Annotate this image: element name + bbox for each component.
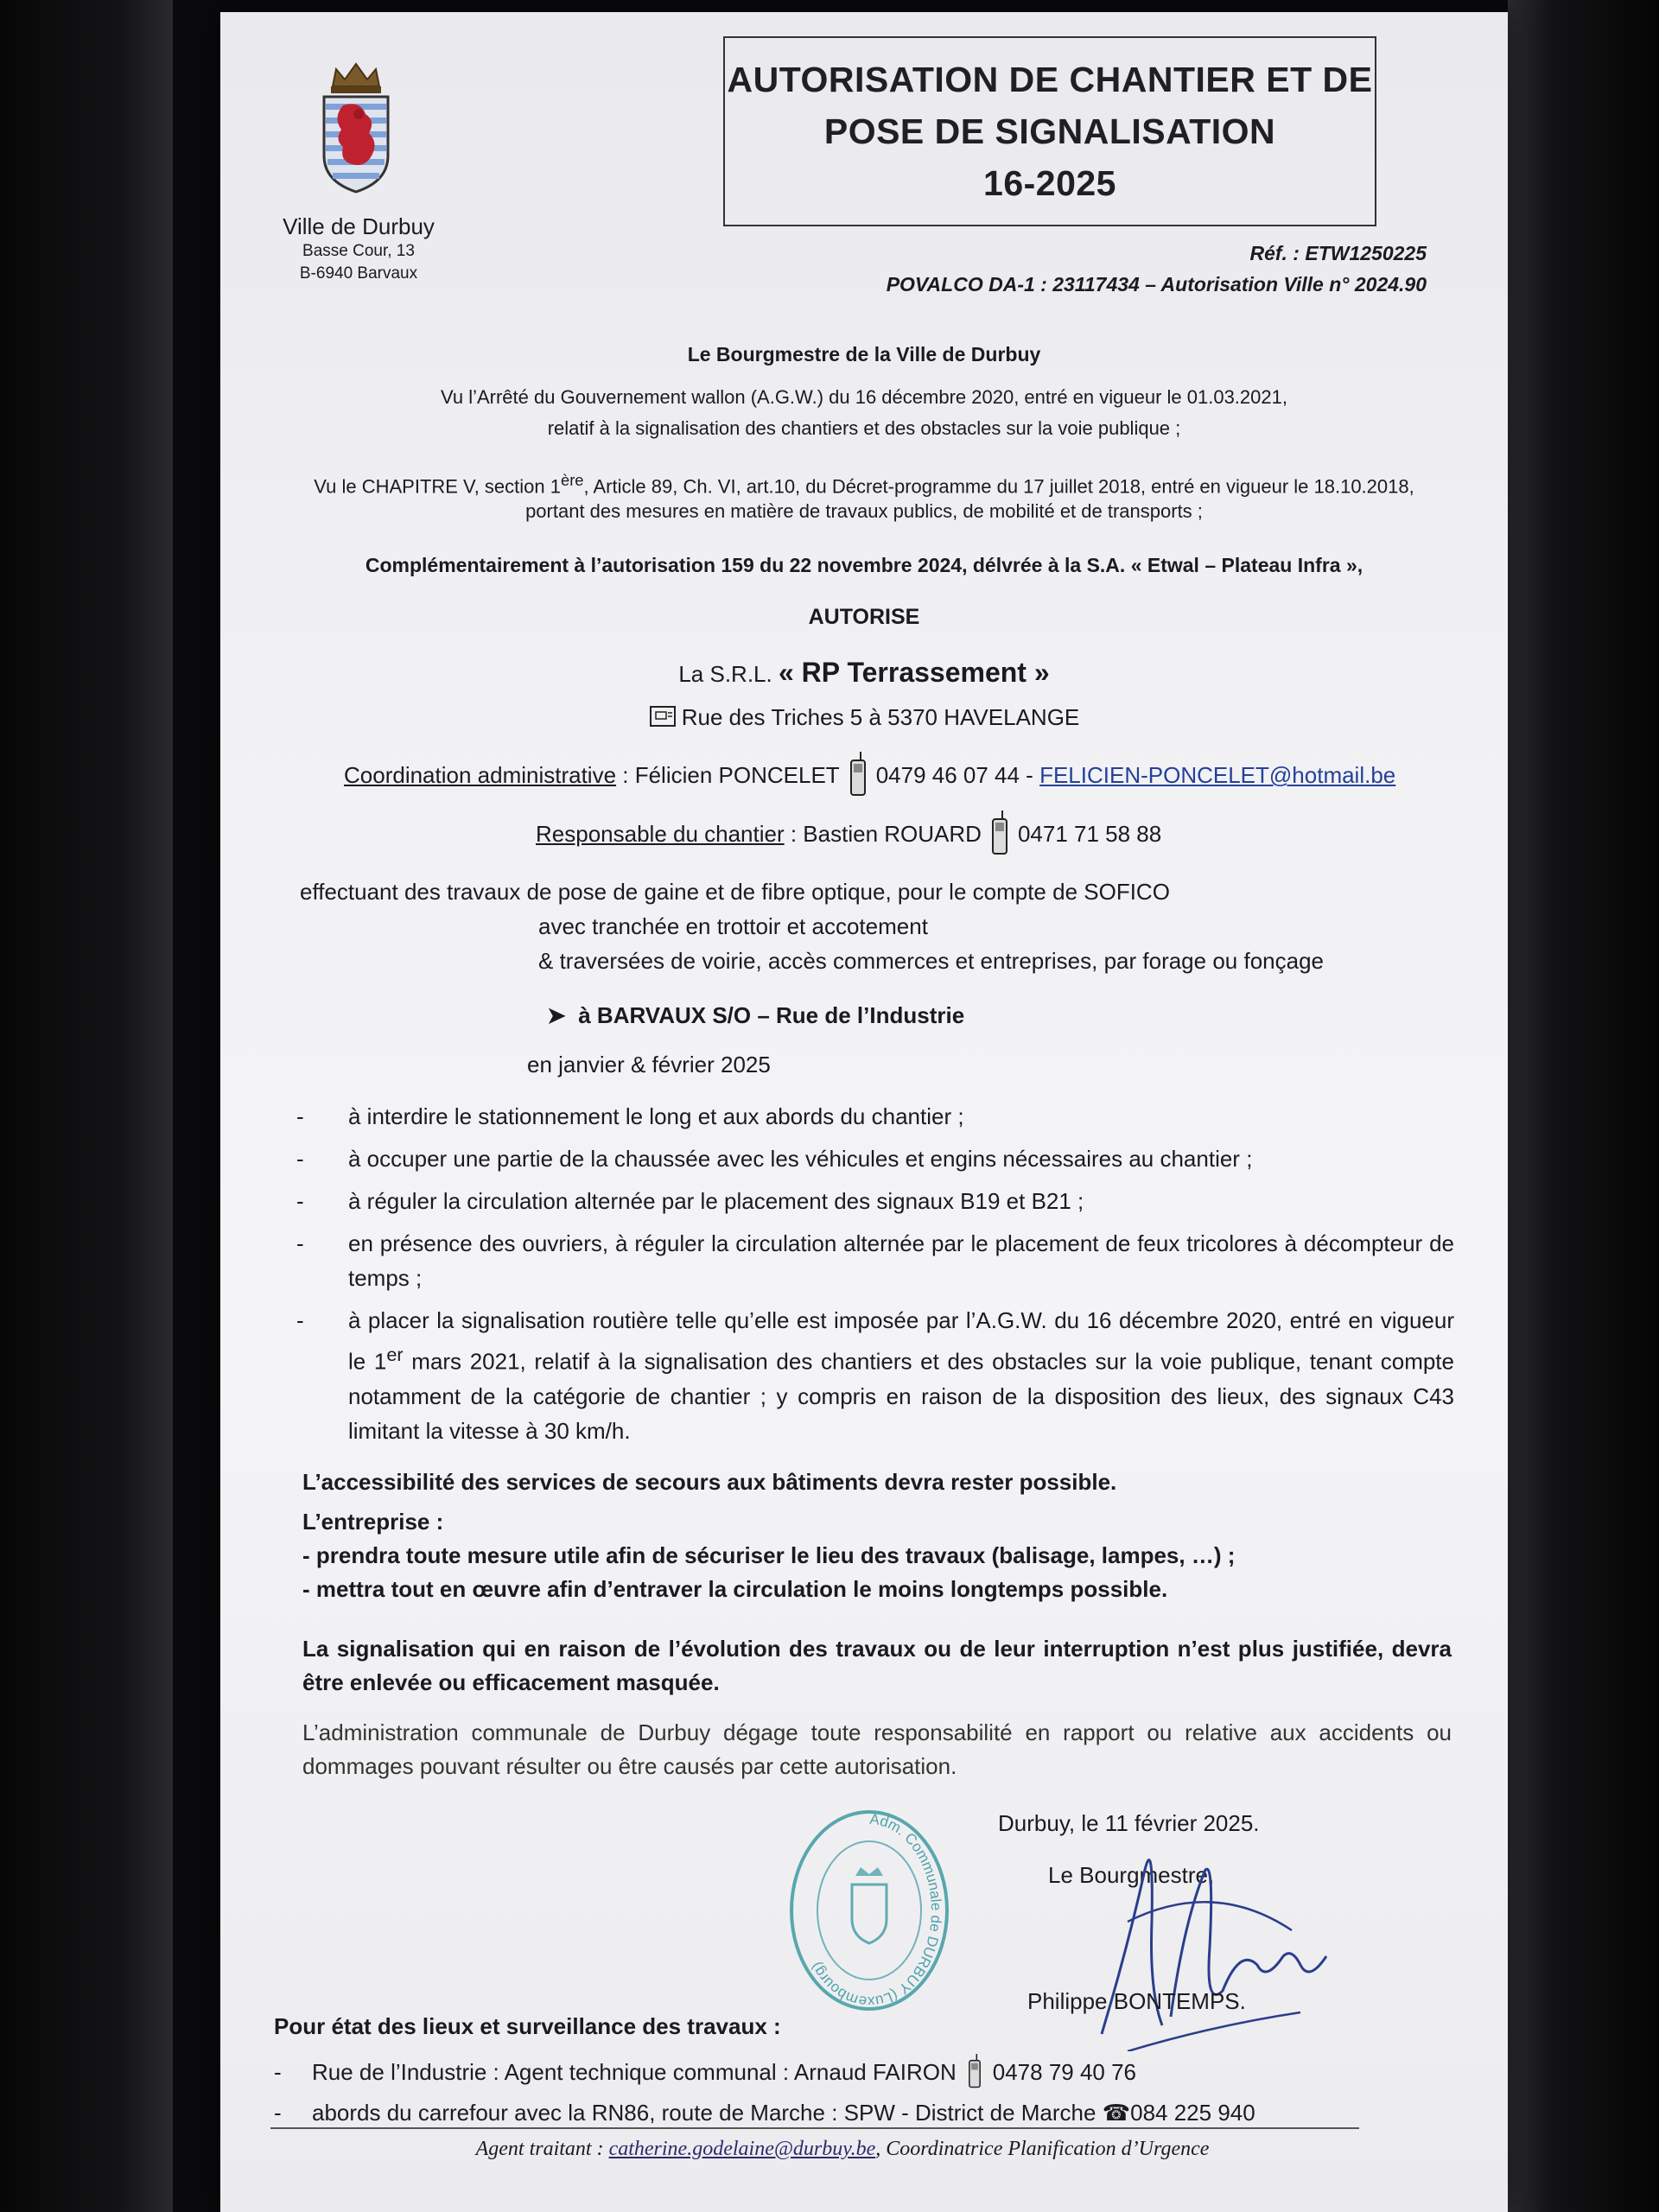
document-title-box bbox=[723, 36, 1376, 226]
mail-icon bbox=[649, 704, 677, 728]
issuer-block bbox=[264, 213, 454, 285]
considerant-2-text-b: , Article 89, Ch. VI, art.10, du Décret-programme du 17 juillet 2018, entré en vigueur le 18.10.2018, bbox=[583, 475, 1414, 498]
tablet-bezel-right bbox=[1508, 0, 1659, 2212]
footer-divider bbox=[270, 2127, 1359, 2129]
mobile-phone-icon bbox=[965, 2054, 984, 2088]
surveillance-heading: Pour état des lieux et surveillance des travaux : bbox=[274, 2013, 781, 2039]
liability-disclaimer: L’administration communale de Durbuy dégage toute responsabilité en rapport ou relative aux accidents ou dommages pouvant résulter ou être causés par cette autorisation. bbox=[302, 1719, 1452, 1779]
document-page bbox=[220, 12, 1508, 2212]
povalco-reference: POVALCO DA-1 : 23117434 – Autorisation Ville n° 2024.90 bbox=[886, 273, 1427, 296]
signature-date: Durbuy, le 11 février 2025. bbox=[998, 1810, 1260, 1836]
works-line-2: avec tranchée en trottoir et accotement bbox=[538, 913, 928, 939]
condition-item: - à réguler la circulation alternée par le placement des signaux B19 et B21 ; bbox=[296, 1188, 1084, 1214]
considerant-2-line-2: portant des mesures en matière de travaux publics, de mobilité et de transports ; bbox=[525, 500, 1203, 522]
surveillance-row-1: - Rue de l’Industrie : Agent technique communal : Arnaud FAIRON 0478 79 40 76 bbox=[274, 2054, 1136, 2089]
condition-text-a: à placer la signalisation routière telle qu’elle est imposée par l’A.G.W. du 16 décembre 2020, entré en vigueur le 1 bbox=[348, 1307, 1454, 1375]
footer-label: Agent traitant : bbox=[475, 2138, 604, 2160]
works-location-line bbox=[547, 998, 964, 1033]
tablet-bezel-left bbox=[0, 0, 173, 2212]
surveillance-row-1-phone: 0478 79 40 76 bbox=[992, 2059, 1137, 2085]
considerant-1-line-1: Vu l’Arrêté du Gouvernement wallon (A.G.W.) du 16 décembre 2020, entré en vigueur le 01.03.2021, bbox=[441, 386, 1287, 408]
complementary-authorisation: Complémentairement à l’autorisation 159 du 22 novembre 2024, délvrée à la S.A. « Etwal – Plateau Infra », bbox=[365, 554, 1363, 576]
issuer-postcode: B-6940 Barvaux bbox=[299, 264, 418, 283]
conditions-list bbox=[296, 1099, 1454, 1456]
mobile-phone-icon bbox=[849, 752, 868, 797]
coordination-line bbox=[344, 752, 1395, 798]
coordination-email-link[interactable]: FELICIEN-PONCELET@hotmail.be bbox=[1039, 762, 1396, 788]
coat-of-arms-icon bbox=[317, 60, 395, 207]
signage-removal-note: La signalisation qui en raison de l’évolution des travaux ou de leur interruption n’est plus justifiée, devra être enlevée ou efficacement masquée. bbox=[302, 1636, 1452, 1695]
condition-item: - à interdire le stationnement le long et aux abords du chantier ; bbox=[296, 1103, 964, 1129]
title-line-3: 16-2025 bbox=[983, 163, 1116, 203]
condition-text: en présence des ouvriers, à réguler la circulation alternée par le placement de feux tricolores à décompteur de temps ; bbox=[348, 1230, 1454, 1291]
site-manager-line bbox=[536, 810, 1161, 856]
site-manager-label: Responsable du chantier bbox=[536, 821, 785, 847]
signatory-name: Philippe BONTEMPS. bbox=[1027, 1988, 1246, 2014]
municipal-stamp bbox=[786, 1805, 952, 2012]
title-line-2: POSE DE SIGNALISATION bbox=[823, 111, 1276, 151]
company-name: « RP Terrassement » bbox=[778, 657, 1050, 688]
condition-item: - en présence des ouvriers, à réguler la circulation alternée par le placement de feux tricolores à décompteur de temps ; bbox=[296, 1230, 1454, 1291]
works-line-1: effectuant des travaux de pose de gaine et de fibre optique, pour le compte de SOFICO bbox=[300, 879, 1170, 905]
company-obligation-2: - mettra tout en œuvre afin d’entraver la circulation le moins longtemps possible. bbox=[302, 1576, 1168, 1602]
surveillance-row-2-phone: 084 225 940 bbox=[1130, 2100, 1255, 2126]
arrow-bullet-icon: ➤ bbox=[547, 1002, 566, 1028]
condition-text: à occuper une partie de la chaussée avec les véhicules et engins nécessaires au chantier ; bbox=[348, 1146, 1253, 1172]
company-obligations-heading: L’entreprise : bbox=[302, 1509, 444, 1535]
surveillance-row-2: - abords du carrefour avec la RN86, route de Marche : SPW - District de Marche ☎084 225 940 bbox=[274, 2100, 1255, 2126]
considerant-2-superscript: ère bbox=[561, 471, 584, 489]
condition-item: - à placer la signalisation routière telle qu’elle est imposée par l’A.G.W. du 16 décembre 2020, entré en vigueur le 1er mars 2021, relatif à la signalisation des chantiers et des obstacles sur la voie publique, tenant compte notamment de la catégorie de chantier ; y compris en raison de la disposition des lieux, des signaux C43 limitant la vitesse à 30 km/h. bbox=[296, 1307, 1454, 1444]
company-line bbox=[220, 653, 1508, 693]
signature-role: Le Bourgmestre, bbox=[1048, 1862, 1215, 1888]
surveillance-row-1-text: Rue de l’Industrie : Agent technique communal : Arnaud FAIRON bbox=[312, 2059, 957, 2085]
site-manager-phone: 0471 71 58 88 bbox=[1017, 821, 1162, 847]
condition-text: à interdire le stationnement le long et aux abords du chantier ; bbox=[348, 1103, 964, 1129]
issuer-city: Ville de Durbuy bbox=[283, 213, 435, 239]
considerant-2-text-a: Vu le CHAPITRE V, section 1 bbox=[314, 475, 561, 498]
company-obligation-1: - prendra toute mesure utile afin de sécuriser le lieu des travaux (balisage, lampes, …) ; bbox=[302, 1542, 1236, 1568]
issuer-street: Basse Cour, 13 bbox=[302, 242, 415, 260]
condition-superscript: er bbox=[386, 1344, 404, 1365]
company-address-line bbox=[220, 700, 1508, 734]
coordination-phone: 0479 46 07 44 - bbox=[875, 762, 1033, 788]
condition-text-b: mars 2021, relatif à la signalisation des chantiers et des obstacles sur la voie publique, tenant compte notamment de la catégorie de chantier ; y compris en raison de la disposition des lieux, des signaux C43 limitant la vitesse à 30 km/h. bbox=[348, 1348, 1454, 1444]
works-period: en janvier & février 2025 bbox=[527, 1052, 771, 1077]
reference-number: Réf. : ETW1250225 bbox=[1249, 242, 1427, 264]
surveillance-row-2-text: abords du carrefour avec la RN86, route de Marche : SPW - District de Marche bbox=[312, 2100, 1096, 2126]
telephone-icon: ☎ bbox=[1102, 2100, 1131, 2126]
considerant-1-line-2: relatif à la signalisation des chantiers et des obstacles sur la voie publique ; bbox=[547, 417, 1181, 439]
title-line-1: AUTORISATION DE CHANTIER ET DE bbox=[727, 60, 1373, 99]
site-manager-name: : Bastien ROUARD bbox=[784, 821, 982, 847]
emergency-access-note: L’accessibilité des services de secours aux bâtiments devra rester possible. bbox=[302, 1469, 1117, 1495]
coordination-label: Coordination administrative bbox=[344, 762, 617, 788]
condition-text: à réguler la circulation alternée par le placement des signaux B19 et B21 ; bbox=[348, 1188, 1084, 1214]
footer-role: , Coordinatrice Planification d’Urgence bbox=[875, 2138, 1210, 2160]
condition-item: - à occuper une partie de la chaussée avec les véhicules et engins nécessaires au chantier ; bbox=[296, 1146, 1253, 1172]
mobile-phone-icon bbox=[990, 810, 1009, 855]
coordination-name: : Félicien PONCELET bbox=[616, 762, 840, 788]
works-location: à BARVAUX S/O – Rue de l’Industrie bbox=[578, 1002, 965, 1028]
company-prefix: La S.R.L. bbox=[678, 661, 772, 687]
mayor-heading: Le Bourgmestre de la Ville de Durbuy bbox=[687, 343, 1041, 365]
stamp-text: Adm. Communale de DURBUY (Luxembourg) bbox=[807, 1810, 945, 2011]
footer bbox=[220, 2138, 1465, 2161]
authorise-heading: AUTORISE bbox=[808, 605, 920, 629]
footer-email-link[interactable]: catherine.godelaine@durbuy.be bbox=[608, 2138, 876, 2160]
company-address: Rue des Triches 5 à 5370 HAVELANGE bbox=[681, 704, 1080, 730]
works-line-3: & traversées de voirie, accès commerces et entreprises, par forage ou fonçage bbox=[538, 948, 1324, 974]
